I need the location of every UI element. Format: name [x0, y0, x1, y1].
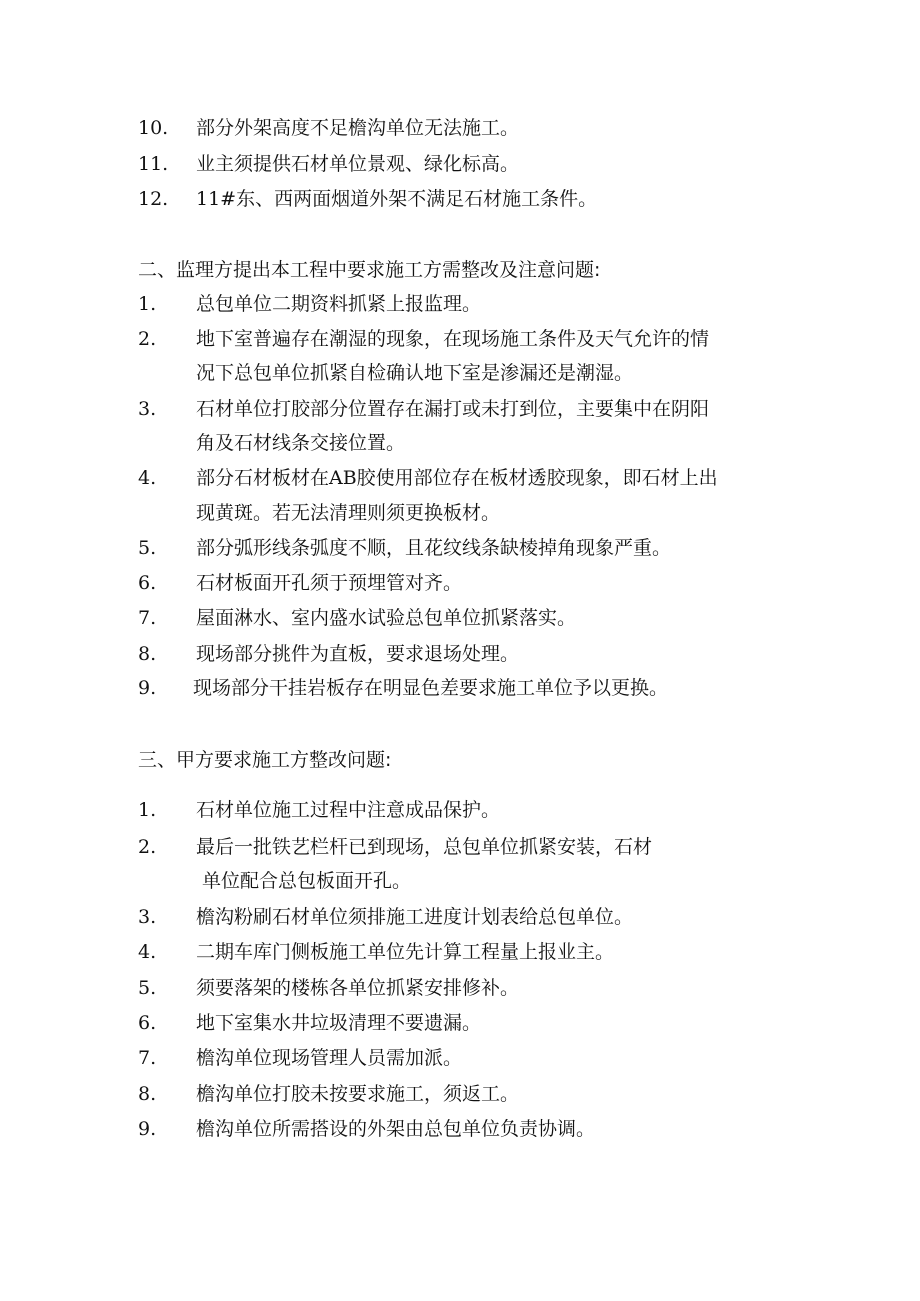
item-number: 2.: [138, 836, 157, 858]
item-number: 3.: [138, 398, 157, 420]
item-number: 1.: [138, 293, 157, 315]
item-text: 石材板面开孔须于预埋管对齐。: [196, 572, 463, 594]
item-text: 檐沟单位所需搭设的外架由总包单位负责协调。: [196, 1118, 596, 1140]
item-number: 7.: [138, 1047, 157, 1069]
item-text: 最后一批铁艺栏杆已到现场，总包单位抓紧安装，石材: [196, 836, 653, 858]
item-number: 9.: [138, 1118, 157, 1140]
item-text: 部分石材板材在AB胶使用部位存在板材透胶现象，即石材上出: [196, 467, 718, 489]
item-text: 角及石材线条交接位置。: [196, 432, 406, 454]
item-text: 地下室集水井垃圾清理不要遗漏。: [196, 1012, 482, 1034]
item-text: 总包单位二期资料抓紧上报监理。: [196, 293, 482, 315]
item-text: 檐沟粉刷石材单位须排施工进度计划表给总包单位。: [196, 906, 634, 928]
section-heading: 二、监理方提出本工程中要求施工方需整改及注意问题:: [138, 259, 601, 281]
item-number: 6.: [138, 1012, 157, 1034]
item-text: 二期车库门侧板施工单位先计算工程量上报业主。: [196, 941, 615, 963]
item-number: 9.: [138, 677, 157, 699]
item-text: 况下总包单位抓紧自检确认地下室是渗漏还是潮湿。: [196, 362, 634, 384]
item-text: 地下室普遍存在潮湿的现象，在现场施工条件及天气允许的情: [196, 328, 710, 350]
item-number: 2.: [138, 328, 157, 350]
item-text: 11#东、西两面烟道外架不满足石材施工条件。: [196, 188, 598, 210]
item-text: 须要落架的楼栋各单位抓紧安排修补。: [196, 977, 520, 999]
item-number: 1.: [138, 799, 157, 821]
item-text: 现场部分干挂岩板存在明显色差要求施工单位予以更换。: [193, 677, 669, 699]
item-number: 12.: [138, 188, 169, 210]
item-number: 8.: [138, 643, 157, 665]
item-text: 石材单位打胶部分位置存在漏打或未打到位，主要集中在阴阳: [196, 398, 710, 420]
item-number: 5.: [138, 537, 157, 559]
item-number: 10.: [138, 117, 169, 139]
item-number: 3.: [138, 906, 157, 928]
item-text: 部分外架高度不足檐沟单位无法施工。: [196, 117, 520, 139]
item-text: 部分弧形线条弧度不顺，且花纹线条缺棱掉角现象严重。: [196, 537, 672, 559]
item-text: 檐沟单位打胶未按要求施工，须返工。: [196, 1083, 520, 1105]
item-text: 檐沟单位现场管理人员需加派。: [196, 1047, 463, 1069]
item-text: 现场部分挑件为直板，要求退场处理。: [196, 643, 520, 665]
section-heading: 三、甲方要求施工方整改问题:: [138, 749, 392, 771]
item-text: 单位配合总包板面开孔。: [202, 870, 412, 892]
item-number: 7.: [138, 607, 157, 629]
item-number: 6.: [138, 572, 157, 594]
item-number: 11.: [138, 153, 169, 175]
item-number: 5.: [138, 977, 157, 999]
item-number: 8.: [138, 1083, 157, 1105]
item-text: 现黄斑。若无法清理则须更换板材。: [196, 502, 501, 524]
item-text: 业主须提供石材单位景观、绿化标高。: [196, 153, 520, 175]
item-number: 4.: [138, 941, 157, 963]
item-text: 石材单位施工过程中注意成品保护。: [196, 799, 501, 821]
item-number: 4.: [138, 467, 157, 489]
item-text: 屋面淋水、室内盛水试验总包单位抓紧落实。: [196, 607, 577, 629]
